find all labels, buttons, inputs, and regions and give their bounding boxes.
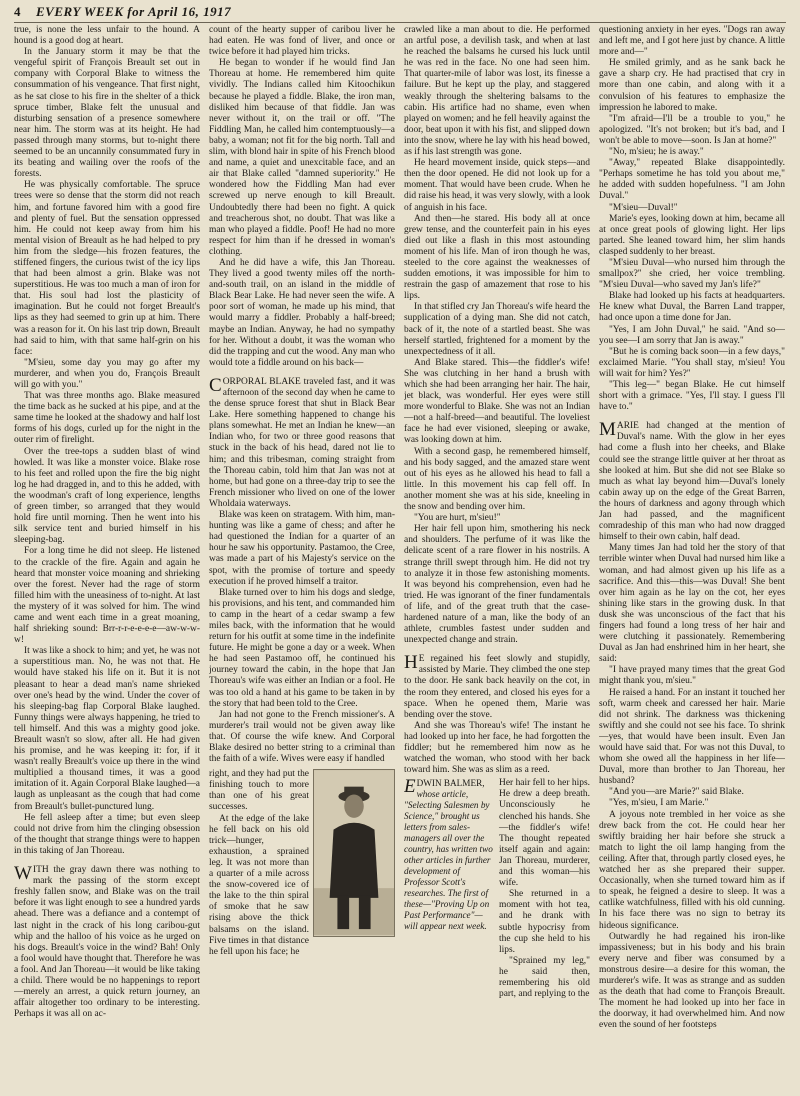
paragraph: He raised a hand. For an instant it touched her soft, warm cheek and caressed her hair. Marie did not shrink. The darkness was thickening swiftly and she could not see his face. To shrink—yes, that would have been insult. Even Jan would have said that. For was not this Duval, to whom she owed all the happiness in her life—Duval, more than brother to Jan Thoreau, her husband? bbox=[599, 687, 785, 787]
paragraph: right, and they had put the finishing touch to more than one of his great successes. bbox=[209, 769, 309, 813]
paragraph: "No, m'sieu; he is away." bbox=[609, 147, 704, 158]
section-lead-paragraph bbox=[599, 421, 785, 543]
page-number: 4 bbox=[14, 4, 21, 19]
paragraph: And Blake stared. This—the fiddler's wife! She was clutching in her hand a brush with which she had been arranging her hair. The hair, jet black, was wonderful. Her eyes were still more wonderful to Blake. She was not an Indian—not a half-breed—and beautiful. The loveliest face he had ever visioned, sleeping or awake, was looking down at him. bbox=[404, 357, 590, 446]
paragraph: And then—he stared. His body all at once grew tense, and the counterfeit pain in his eyes died out like a flash in this most astounding moment of his life. Man of iron though he was, steeled to the core against the weaknesses of sudden emotions, it was impossible for him to restrain the gasp of amazement that rose to his lips. bbox=[404, 213, 590, 302]
paragraph: It was like a shock to him; and yet, he was not a superstitious man. No, he was not that. He would have staked his life on it. But it is not pleasant to hear a dead man's name shrieked over one's head by the wind. Under the cover of his sleeping-bag flap Corporal Blake laughed. Funny things were always happening, he tried to tell himself. And this was a mighty good joke. Breault wasn't so slow, after all. He had given his promise, and he was keeping it: for, if it wasn't really Breault's voice up there in the wind multiplied a thousand times, it was a good imitation of it. Again Corporal Blake laughed—a laugh as unpleasant as the cough that had come from Breault's bullet-punctured lung. bbox=[14, 646, 200, 812]
paragraph: "And you—are Marie?" said Blake. bbox=[609, 787, 744, 798]
paragraph-text: ORPORAL BLAKE traveled fast, and it was afternoon of the second day when he came to the dense spruce forest that shut in Black Bear Lake. Here something happened to change his plans somewhat. He met an Indian he knew—an Indian who, for two or three good reasons that stuck in the back of his head, dared not lie to him; and this tribesman, coming straight from the Thoreau cabin, told him that Jan was not at home, but had gone on a three-day trip to see the French missioner who lived on one of the lower Wholdaia waterways. bbox=[209, 376, 395, 509]
column-3 bbox=[404, 25, 590, 1093]
section-lead-paragraph bbox=[209, 374, 395, 510]
paragraph-text: ARIE had changed at the mention of Duval's name. With the glow in her eyes had come a flush into her cheeks, and Blake could see the strange little quiver at her throat as she looked at him. But she did not see Blake so much as what lay beyond him—Duval's lonely cabin away up on the edge of the Great Barren, the hours of darkness and agony through which Jan had passed, and the magnificent comradeship of this man who had now dragged himself to their own cabin, half dead. bbox=[599, 421, 785, 543]
paragraph: "M'sieu Duval—who nursed him through the smallpox?" she cried, her voice trembling. "M'sieu Duval—who saved my Jan's life?" bbox=[599, 257, 785, 291]
column-4 bbox=[599, 25, 785, 1093]
paragraph: questioning anxiety in her eyes. "Dogs ran away and left me, and I got here just by chance. A little more and—" bbox=[599, 25, 785, 58]
section-lead-paragraph bbox=[14, 865, 200, 1020]
narrow-text-block bbox=[209, 769, 309, 958]
paragraph-text: E regained his feet slowly and stupidly, assisted by Marie. They climbed the one step to the door. He sank back heavily on the cot, in the room they entered, and closed his eyes for a space. When he opened them, Marie was bending over the stove. bbox=[404, 654, 590, 720]
author-bio-text: whose article, "Selecting Salesmen by Science," brought us letters from sales-managers all over the country, has written two other articles in further development of Professor Scott's researches. The first of these—"Proving Up on Past Performance"—will appear next week. bbox=[404, 789, 493, 932]
paragraph: Over the tree-tops a sudden blast of wind howled. It was like a monster voice. Blake rose to his feet and rolled upon the fire the big night log he had dragged in, and to this he added, with the woodman's craft of long experience, lengths of green timber, so arranged that they would hold fire until morning. Then he went into his silk service tent and buried himself in his sleeping-bag. bbox=[14, 446, 200, 546]
paragraph: With a second gasp, he remembered himself, and his body sagged, and the amazed stare went out of his eyes as he allowed his head to fall a little. In this movement his cap fell off. In another moment she was at his side, kneeling in the snow and bending over him. bbox=[404, 446, 590, 513]
paragraph: "I'm afraid—I'll be a trouble to you," he apologized. "It's not broken; but it's bad, and I won't be able to move—soon. Is Jan at home?" bbox=[599, 113, 785, 146]
paragraph: Blake had looked up his facts at headquarters. He knew what Duval, the Barren Land trapper, had once upon a time done for Jan. bbox=[599, 291, 785, 324]
paragraph: "This leg—" began Blake. He cut himself short with a grimace. "Yes, I'll stay. I guess I'll have to." bbox=[599, 380, 785, 413]
paragraph: "Away," repeated Blake disappointedly. "Perhaps sometime he has told you about me," he added with sudden hopefulness. "I am John Duval." bbox=[599, 158, 785, 202]
author-bio-box bbox=[404, 778, 494, 1000]
paragraph: In the January storm it may be that the vengeful spirit of François Breault set out in company with Corporal Blake to witness the consummation of his vengeance. That first night, as he sat close to his fire in the shelter of a thick spruce timber, Blake felt the unusual and disturbing sensation of a presence somewhere near him. The storm was at its height. He had passed through many storms, but to-night there seemed to be an uncannily consummated fury in its beating and wailing over the roofs of the forests. bbox=[14, 47, 200, 180]
paragraph: Many times Jan had told her the story of that terrible winter when Duval had nursed him like a woman, and had almost given up his life as a sacrifice. And this—this—was Duval! She bent over him again as he lay on the cot, her eyes shining like stars in the growing dusk. In that dusk she was unconscious of the fact that his fingers had found a long tress of her hair and were clutching it passionately. Remembering Duval as Jan had enshrined him in her heart, she said: bbox=[599, 543, 785, 665]
paragraph: Outwardly he had regained his iron-like impassiveness; but in his body and his brain every nerve and fiber was consumed by a monstrous desire—a desire for this woman, the murderer's wife. It was as strange and as sudden as the death that had come to François Breault. The moment he had looked up into her face in the doorway, it had overwhelmed him. And now even the sound of her footsteps bbox=[599, 931, 785, 1031]
paragraph: He smiled grimly, and as he sank back he gave a sharp cry. He had practised that cry in more than one cabin, and along with it a convulsion of his features to emphasize the impression he labored to make. bbox=[599, 58, 785, 113]
drop-cap: E bbox=[404, 776, 416, 798]
text-columns bbox=[14, 25, 786, 1093]
masthead: EVERY WEEK for April 16, 1917 bbox=[36, 4, 232, 19]
narrow-text-block bbox=[499, 778, 590, 1000]
paragraph: Jan had not gone to the French missioner's. A murderer's trail would not be given away like that. Of course the wife knew. And Corporal Blake desired no better string to a criminal than the faith of a wife. Wives were easy if handled bbox=[209, 709, 395, 765]
paragraph: crawled like a man about to die. He performed an artful pose, a devilish task, and when at last he reached the balsams he cursed his luck until he was red in the face. No one had seen him. That quarter-mile of labor was lost, its finesse a failure. But he kept up the play, and staggered weakly through the sheltering balsams to the cabin. His artifice had no shame, even when played on women; and he fell heavily against the door, beat upon it with his fist, and slipped down into the snow, where he lay with his head bowed, as if his last strength was gone. bbox=[404, 25, 590, 158]
page-header bbox=[14, 4, 786, 23]
paragraph: He was physically comfortable. The spruce trees were so dense that the storm did not reach him, and fortune favored him with a good fire and plenty of fuel. But the sensation oppressed him. He could not keep away from him his mental vision of Breault as he had helped to pry him from the sledge—his frozen features, the stiffened fingers, the curious twist of the icy lips that had been almost a grin. Blake was not superstitious. He was too much a man of iron for that. His soul had lost the plasticity of imagination. But he could not forget Breault's lips as they had seemed to grin up at him. There was a reason for it. On his last trip down, Breault had said to him, with that same half-grin on his face: bbox=[14, 180, 200, 357]
paragraph: Her hair fell upon him, smothering his neck and shoulders. The perfume of it was like the delicate scent of a rare flower in his nostrils. A strange thrill swept through him. He did not try to analyze it in those few astonishing moments. It was beyond his comprehension, even had he tried. He was ignorant of the finer fundamentals of life, and of the great truth that the case-hardened nature of a man, like the body of an athlete, crumbles fastest under sudden and unexpected change and strain. bbox=[404, 524, 590, 646]
paragraph: For a long time he did not sleep. He listened to the crackle of the fire. Again and again he heard that monster voice moaning and shrieking over the forest. Never had the rage of storm filled him with the uneasiness of to-night. At last the mystery of it was solved for him. The wind came and went each time in a great moaning, half shrieking sound: Brr-r-r-e-e-e-e—aw-w-w-w! bbox=[14, 546, 200, 646]
paragraph: Her hair fell to her hips. He drew a deep breath. Unconsciously he clenched his hands. She—the fiddler's wife! The thought repeated itself again and again: Jan Thoreau, murderer, and this woman—his wife. bbox=[499, 778, 590, 889]
paragraph: That was three months ago. Blake measured the time back as he sucked at his pipe, and at the same time he looked at the shadowy and half lost forms of his dogs, curled up for the night in the outer rim of firelight. bbox=[14, 391, 200, 446]
paragraph: "I have prayed many times that the great God might thank you, m'sieu." bbox=[599, 665, 785, 687]
paragraph: At the edge of the lake he fell back on his old trick—hunger, exhaustion, a sprained leg. It was not more than a quarter of a mile across the snow-covered ice of the lake to the thin spiral of smoke that he saw rising above the thick balsams on the island. Five times in that distance he fell upon his face; he bbox=[209, 813, 309, 957]
column-2 bbox=[209, 25, 395, 1093]
drop-cap: M bbox=[599, 419, 616, 441]
portrait-frame bbox=[313, 769, 395, 958]
paragraph: "You are hurt, m'sieu!" bbox=[414, 513, 501, 524]
paragraph: "M'sieu, some day you may go after my murderer, and when you do, François Breault will go with you." bbox=[14, 357, 200, 390]
paragraph: And she was Thoreau's wife! The instant he had looked up into her face, he had forgotten the fiddler; but he remembered him now as he watched the woman, who stood with her back toward him. She was as slim as a reed. bbox=[404, 720, 590, 776]
drop-cap: C bbox=[209, 374, 222, 396]
drop-cap: W bbox=[14, 863, 32, 885]
paragraph: And he did have a wife, this Jan Thoreau. They lived a good twenty miles off the north-and-south trail, on an island in the middle of Black Bear Lake. He had never seen the wife. A poor sort of woman, he made up his mind, that would marry a fiddler. Probably a half-breed; maybe an Indian. Anyway, he had no sympathy for her. Without a doubt, it was the woman who did the trapping and cut the wood. Any man who would tote a fiddle around on his back— bbox=[209, 257, 395, 368]
paragraph: He fell asleep after a time; but even sleep could not drive from him the clinging obsession of the thought that strange things were to happen in this taking of Jan Thoreau. bbox=[14, 812, 200, 856]
drop-cap: H bbox=[404, 652, 418, 674]
paragraph: "Sprained my leg," he said then, remembering his old part, and replying to the bbox=[499, 955, 590, 1000]
column-1 bbox=[14, 25, 200, 1093]
paragraph-text: ITH the gray dawn there was nothing to mark the passing of the storm except freshly fallen snow, and Blake was on the trail before it was light enough to see a hundred yards ahead. There was a defiance and a contempt of last night in the crack of his long caribou-gut whip and the halloo of his voice as he urged on his dogs. Breault's voice in the wind? Bah! Only a fool would have thought that. Therefore he was a fool. And Jan Thoreau—it would be like taking a child. There would be no happenings to report—merely an arrest, a quick return journey, an affair altogether too ordinary to be interesting. Perhaps it was all on ac- bbox=[14, 865, 200, 1020]
paragraph: He heard movement inside, quick steps—and then the door opened. He did not look up for a moment. That would have been crude. When he did raise his head, it was very slowly, with a look of anguish in his face. bbox=[404, 158, 590, 213]
paragraph: She returned in a moment with hot tea, and he drank with subtle hypocrisy from the cup she held to his lips. bbox=[499, 889, 590, 955]
paragraph: Marie's eyes, looking down at him, became all at once great pools of glowing light. Her lips parted. She leaned toward him, her slim hands clasped suddenly to her breast. bbox=[599, 213, 785, 257]
paragraph: Blake turned over to him his dogs and sledge, his provisions, and his tent, and commanded him to camp in the heart of a cedar swamp a few miles back, with the information that he would return for his outfit at some time in the indefinite future. He might be gone a day or a week. When he had seen Pastamoo off, he continued his journey toward the cabin, in the hope that Jan Thoreau's wife was either an Indian or a fool. He was too old a hand at his game to be taken in by the story that had been told to the Cree. bbox=[209, 587, 395, 709]
paragraph: He began to wonder if he would find Jan Thoreau at home. He remembered him quite vividly. The Indians called him Kitoochikun because he played a fiddle. Blake, the iron man, disliked him because of that fiddle. Jan was never without it, on the trail or off. "The Fiddling Man, he called him contemptuously—a baby, a woman; not fit for the big north. Tall and slim, with blond hair in spite of his French blood and name, a quiet and unexcitable face, and an air that Blake called "damned superiority." He wondered how the Fiddling Man had ever screwed up nerve enough to kill Breault. Undoubtedly there had been no fight. A quick and treacherous shot, no doubt. That was like a man who played a fiddle. Poof! He had no more respect for him than if he dressed in woman's clothing. bbox=[209, 58, 395, 257]
paragraph: In that stifled cry Jan Thoreau's wife heard the supplication of a dying man. She did not catch, back of it, the note of a startled beast. She was herself startled, frightened for a moment by the unexpectedness of it all. bbox=[404, 302, 590, 357]
paragraph: Blake was keen on stratagem. With him, man-hunting was like a game of chess; and after he had questioned the Indian for a quarter of an hour he saw his opportunity. Pastamoo, the Cree, was made a part of his Majesty's service on the spot, with the promise of torture and speedy execution if he proved himself a traitor. bbox=[209, 510, 395, 587]
portrait-section bbox=[209, 769, 395, 958]
author-name: DWIN BALMER, bbox=[416, 778, 485, 789]
section-lead-paragraph bbox=[404, 654, 590, 721]
paragraph: "Yes, I am John Duval," he said. "And so—you see—I am sorry that Jan is away." bbox=[599, 324, 785, 346]
paragraph: "M'sieu—Duval!" bbox=[609, 202, 678, 213]
paragraph: true, is none the less unfair to the hound. A hound is a good dog at heart. bbox=[14, 25, 200, 47]
paragraph: A joyous note trembled in her voice as she drew back from the cot. He could hear her swiftly braiding her hair before she struck a match to light the oil lamp hanging from the ceiling. After that, through partly closed eyes, he watched her as she prepared their supper. Occasionally, when she turned toward him as if to speak, he feigned a desire to sleep. It was a catlike watchfulness, filled with his old cunning. In his face there was no sign to betray its hideous significance. bbox=[599, 809, 785, 931]
author-portrait-icon bbox=[313, 769, 395, 937]
paragraph: "Yes, m'sieu, I am Marie." bbox=[609, 798, 709, 809]
bio-section bbox=[404, 778, 590, 1000]
paragraph: count of the hearty supper of caribou liver he had eaten. He was fond of liver, and once or twice before it had played him tricks. bbox=[209, 25, 395, 58]
paragraph: "But he is coming back soon—in a few days," exclaimed Marie. "You shall stay, m'sieu! You will wait for him? Yes?" bbox=[599, 346, 785, 379]
